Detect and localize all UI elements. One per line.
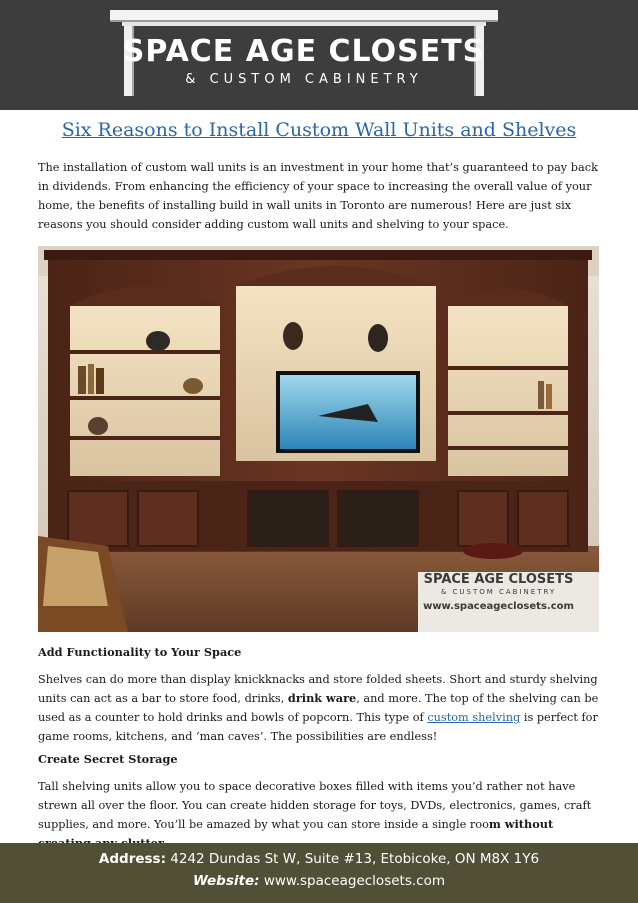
custom-shelving-link[interactable]: custom shelving — [427, 711, 521, 724]
page-title[interactable]: Six Reasons to Install Custom Wall Units and Shelves — [61, 119, 577, 141]
watermark-main-text: SPACE AGE CLOSETS — [423, 572, 574, 587]
section2-bold: m without — [488, 817, 554, 831]
vase — [146, 331, 170, 351]
footer-bar — [0, 843, 638, 903]
website-link[interactable]: www.spaceageclosets.com — [263, 873, 445, 889]
vase — [368, 324, 388, 352]
section1-paragraph — [38, 670, 604, 746]
logo-top-molding — [110, 10, 498, 22]
logo-main-text: SPACE AGE CLOSETS — [122, 34, 486, 69]
logo-top-molding-inner — [122, 22, 486, 26]
cabinet-door — [138, 491, 198, 546]
footer-address-line — [0, 851, 638, 867]
book — [96, 368, 104, 394]
wall-unit-photo — [38, 246, 599, 632]
glass-door — [248, 491, 328, 546]
book — [88, 364, 94, 394]
header-banner — [0, 0, 638, 110]
section2-text-a: Tall shelving units allow you to space decorative boxes filled with items you’d rather not have strewn all over the floor. You can create hidden storage for toys, DVDs, electronics, games, craft supplies, and more. You’ll be amazed by what you can store inside a single roo — [38, 780, 592, 831]
right-shelf-2 — [448, 411, 568, 415]
decor — [88, 417, 108, 435]
cabinet-door — [518, 491, 568, 546]
book — [538, 381, 544, 409]
fruit-bowl — [463, 543, 523, 559]
book — [546, 384, 552, 409]
armchair-cushion — [43, 546, 108, 606]
address-text: 4242 Dundas St W, Suite #13, Etobicoke, ON M8X 1Y6 — [170, 851, 540, 867]
logo-sub-text: & CUSTOM CABINETRY — [185, 72, 423, 87]
company-logo — [110, 10, 498, 98]
cabinet-door — [68, 491, 128, 546]
cabinet-door — [458, 491, 508, 546]
watermark-sub-text: & CUSTOM CABINETRY — [440, 588, 557, 596]
photo-watermark — [398, 572, 599, 612]
book — [78, 366, 86, 394]
section1-text-a: Shelves can do more than display knickknacks and store folded sheets. Short and sturdy shelving units can act as a bar to store food, drinks, — [38, 673, 598, 705]
section1-text-b: , and more. The top of the shelving can be used as a counter to hold drinks and bowls of popcorn. This type of — [38, 692, 599, 724]
address-label: Address: — [98, 851, 166, 867]
left-shelf-2 — [70, 396, 220, 400]
right-shelf-1 — [448, 366, 568, 370]
watermark-url: www.spaceageclosets.com — [423, 601, 574, 612]
footer-website-line — [0, 873, 638, 889]
website-label: Website: — [193, 873, 260, 889]
intro-paragraph: The installation of custom wall units is an investment in your home that’s guaranteed to pay back in dividends. From enhancing the efficiency of your space to increasing the overall value of your home, the benefits of installing build in wall units in Toronto are numerous! Here are just six reasons you should consider adding custom wall units and shelving to your space. — [38, 161, 598, 231]
vase — [183, 378, 203, 394]
vase — [283, 322, 303, 350]
section2-paragraph — [38, 777, 604, 853]
section1-bold: drink ware — [287, 691, 357, 705]
right-shelf-3 — [448, 446, 568, 450]
crown-molding — [44, 250, 592, 260]
section1-text-c: is perfect for game rooms, kitchens, and ‘man caves’. The possibilities are endless! — [38, 711, 598, 743]
glass-door — [338, 491, 418, 546]
section2-heading: Create Secret Storage — [38, 752, 178, 766]
left-shelf-3 — [70, 436, 220, 440]
section1-heading: Add Functionality to Your Space — [38, 645, 242, 659]
left-shelf-1 — [70, 350, 220, 354]
